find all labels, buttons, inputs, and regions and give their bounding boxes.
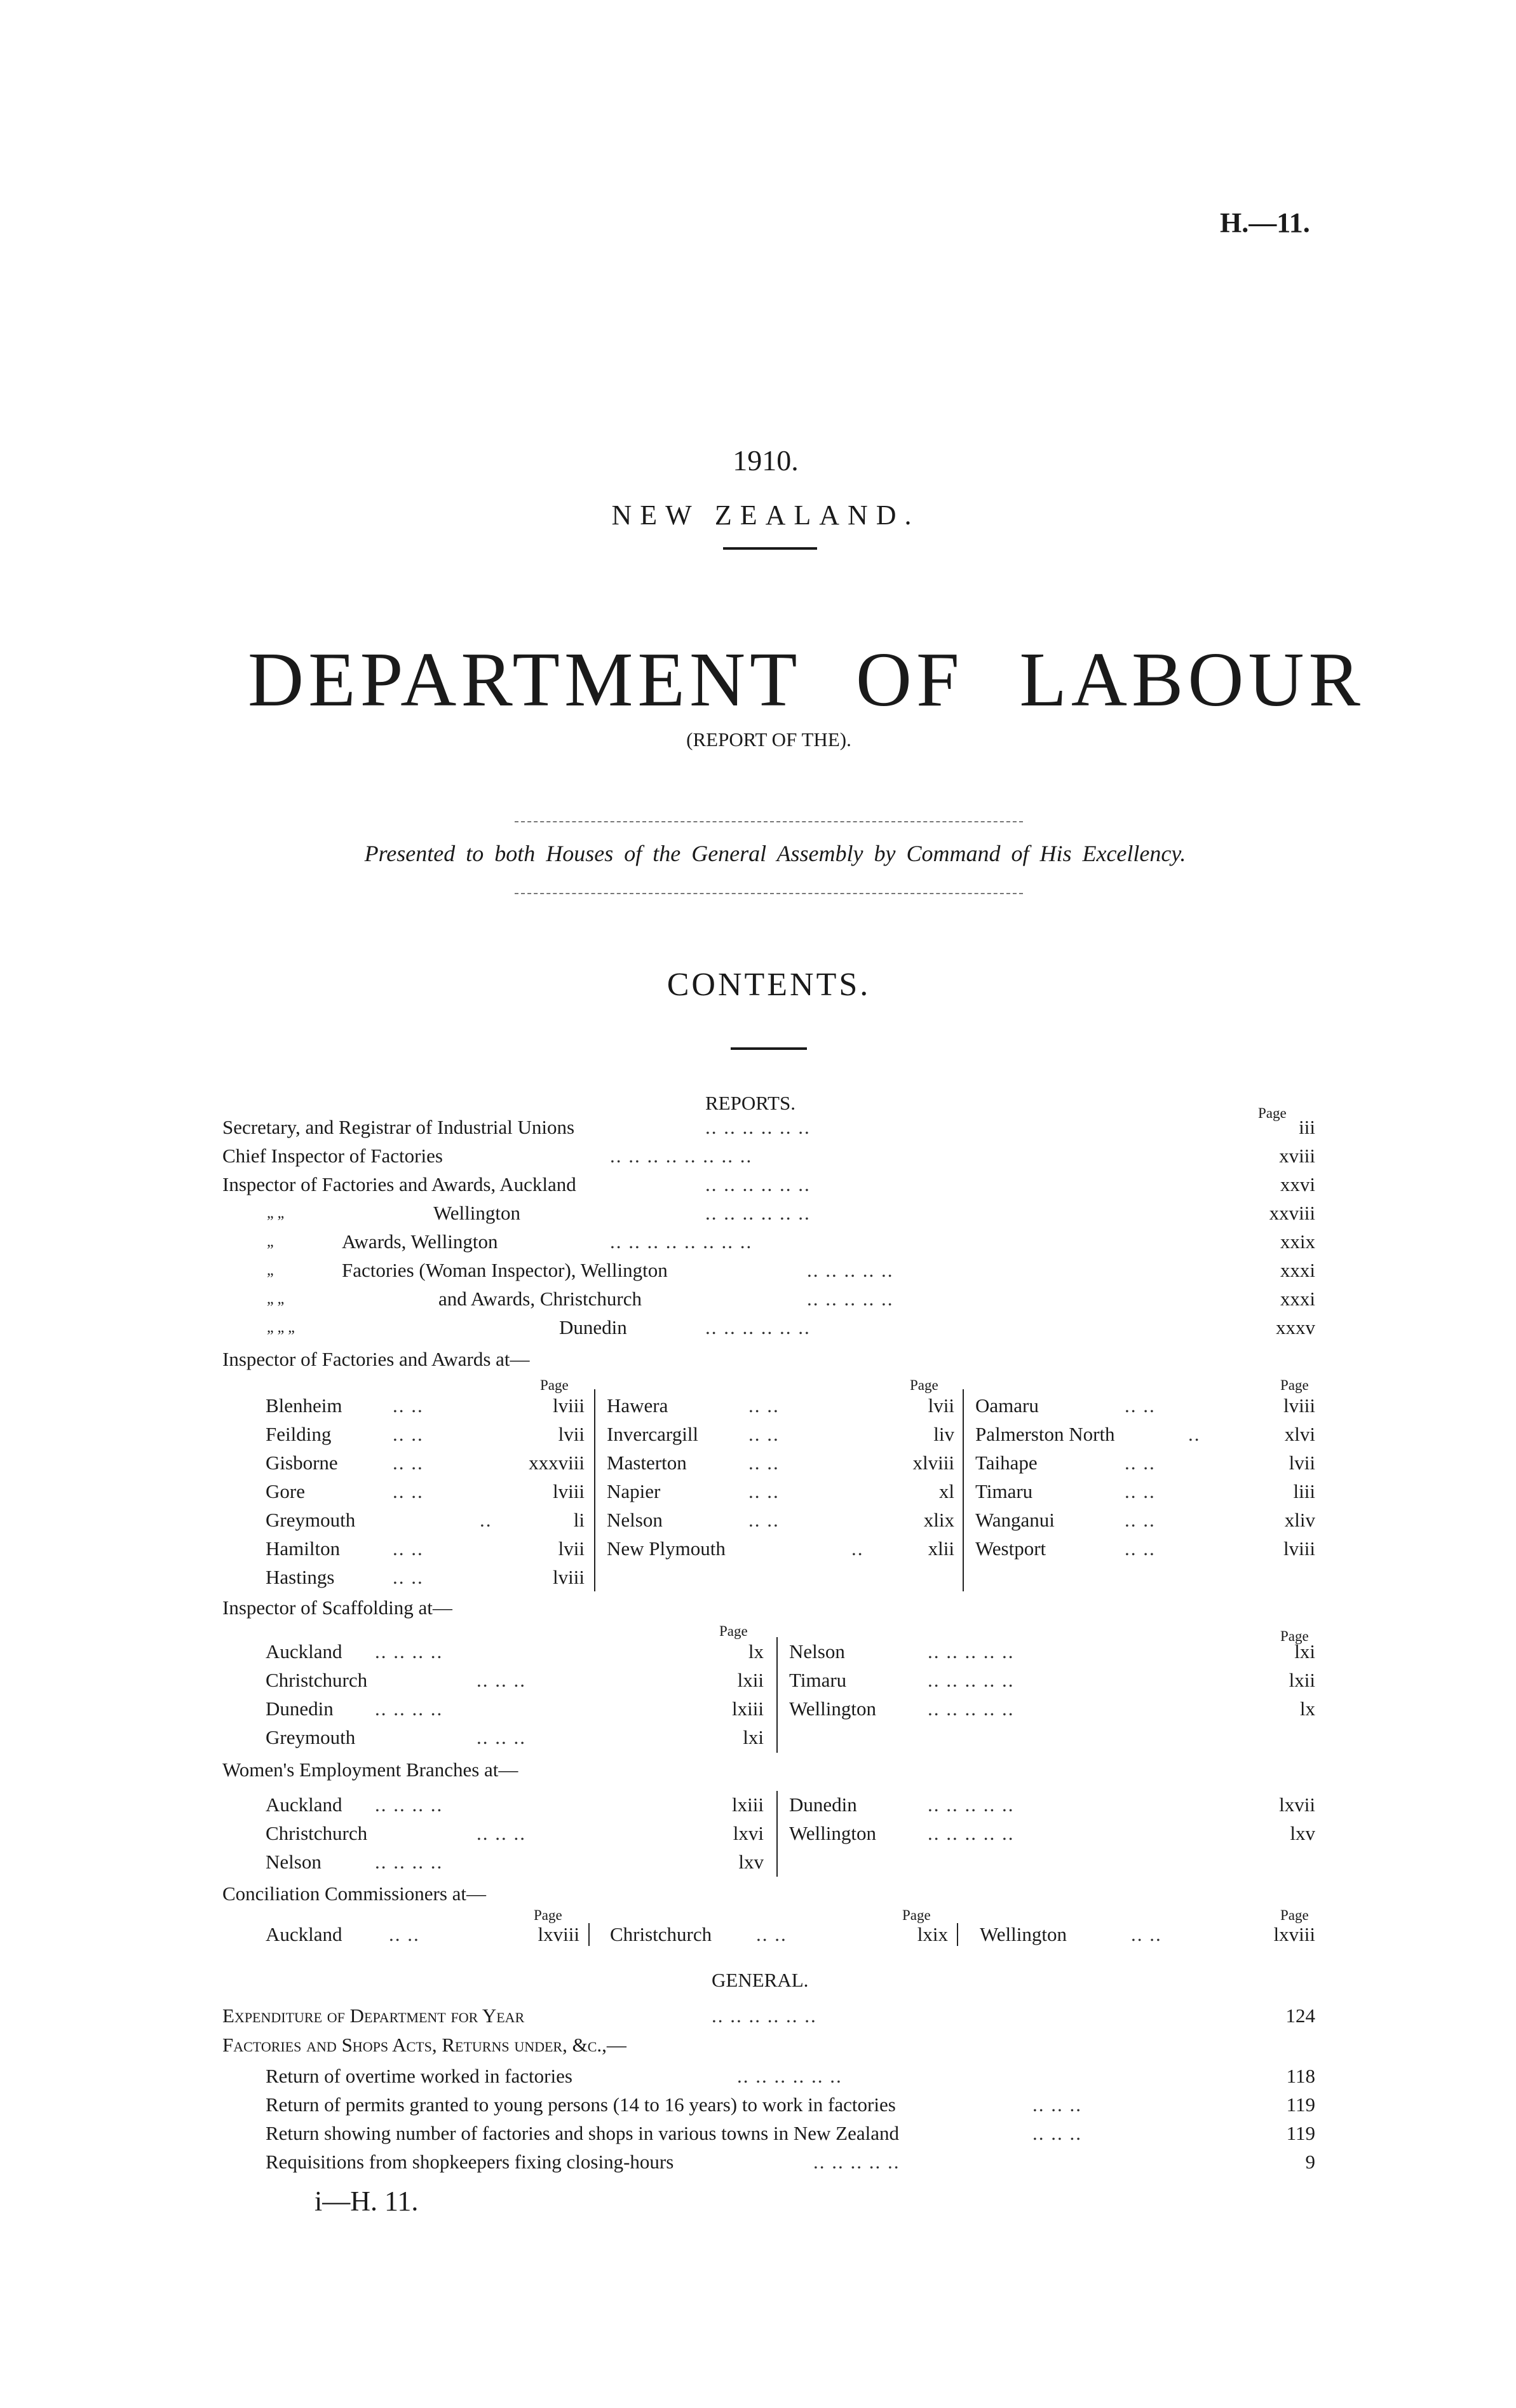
toc-label: Invercargill [607, 1423, 699, 1445]
toc-label: New Plymouth [607, 1537, 726, 1560]
toc-page: lxii [1289, 1669, 1315, 1691]
section-heading: Women's Employment Branches at— [222, 1758, 518, 1781]
leader-dots: .. .. [393, 1537, 424, 1560]
toc-label: Expenditure of Department for Year [222, 2004, 525, 2027]
leader-dots: .. .. [748, 1509, 780, 1531]
toc-label: Wellington [433, 1202, 520, 1224]
toc-label: Awards, Wellington [342, 1230, 498, 1253]
toc-label: Christchurch [610, 1923, 712, 1945]
leader-dots: .. .. .. .. .. .. [705, 1116, 811, 1138]
leader-dots: .. .. [393, 1480, 424, 1502]
toc-row[interactable] [0, 1420, 1516, 1448]
toc-row[interactable] [0, 1142, 1516, 1170]
leader-dots: .. .. [389, 1923, 420, 1945]
divider [723, 547, 817, 550]
toc-row[interactable] [0, 1478, 1516, 1506]
toc-label: Timaru [789, 1669, 847, 1691]
toc-page: li [573, 1509, 585, 1531]
toc-page: xxvi [1280, 1173, 1315, 1195]
leader-dots: .. .. .. .. .. [928, 1669, 1015, 1691]
toc-page: lviii [553, 1394, 585, 1417]
toc-label: Wanganui [975, 1509, 1055, 1531]
leader-dots: .. .. [748, 1423, 780, 1445]
toc-page: lxvi [733, 1822, 764, 1844]
leader-dots: .. .. [1131, 1923, 1162, 1945]
toc-row[interactable] [0, 1535, 1516, 1563]
toc-label: Return of permits granted to young persons (14 to 16 years) to work in factories [266, 2093, 896, 2116]
toc-label: Hamilton [266, 1537, 341, 1560]
leader-dots: .. .. .. .. .. [928, 1697, 1015, 1720]
toc-page: 119 [1286, 2093, 1315, 2116]
toc-label: Dunedin [266, 1697, 334, 1720]
toc-page: xlviii [912, 1452, 954, 1474]
section-heading: Inspector of Factories and Awards at— [222, 1348, 530, 1370]
leader-dots: .. .. .. .. [375, 1640, 443, 1663]
page-column-label: Page [1280, 1377, 1309, 1393]
page-column-label: Page [540, 1377, 569, 1393]
leader-dots: .. .. .. [477, 1822, 526, 1844]
toc-page: xxxv [1276, 1316, 1315, 1338]
section-heading: Inspector of Scaffolding at— [222, 1596, 452, 1619]
leader-dots: .. [851, 1537, 864, 1560]
toc-page: lvii [1289, 1452, 1315, 1474]
toc-row[interactable] [0, 1848, 1516, 1876]
leader-dots: .. .. [393, 1394, 424, 1417]
toc-row[interactable] [0, 1638, 1516, 1666]
country: NEW ZEALAND. [611, 500, 920, 531]
toc-page: lxi [1294, 1640, 1315, 1663]
toc-page: lvii [558, 1537, 585, 1560]
leader-dots: .. .. .. .. .. .. [737, 2065, 843, 2087]
toc-page: xl [938, 1480, 954, 1502]
toc-label: Wellington [789, 1822, 876, 1844]
presented-note: Presented to both Houses of the General Assembly by Command of His Excellency. [364, 841, 1186, 866]
leader-dots: .. .. [756, 1923, 787, 1945]
toc-page: lxviii [1273, 1923, 1315, 1945]
toc-row[interactable] [0, 2002, 1516, 2030]
toc-label: Westport [975, 1537, 1046, 1560]
section-heading: Conciliation Commissioners at— [222, 1882, 487, 1905]
page-column-label: Page [1280, 1628, 1309, 1644]
toc-page: lvii [928, 1394, 954, 1417]
toc-label: Secretary, and Registrar of Industrial Unions [222, 1116, 575, 1138]
toc-label: and Awards, Christchurch [438, 1288, 642, 1310]
leader-dots: .. .. .. .. .. .. .. .. [610, 1230, 753, 1253]
toc-row[interactable] [0, 1563, 1516, 1591]
leader-dots: .. .. .. .. .. .. [705, 1316, 811, 1338]
toc-page: 118 [1286, 2065, 1315, 2087]
toc-label: Gore [266, 1480, 305, 1502]
toc-label: Greymouth [266, 1726, 356, 1748]
leader-dots: .. .. .. .. .. .. .. .. [610, 1145, 753, 1167]
leader-dots: .. .. .. .. .. .. [705, 1173, 811, 1195]
toc-page: xlix [923, 1509, 954, 1531]
toc-page: iii [1299, 1116, 1315, 1138]
leader-dots: .. .. .. .. .. [928, 1793, 1015, 1816]
toc-label: Nelson [607, 1509, 663, 1531]
toc-page: liii [1293, 1480, 1315, 1502]
toc-label: Factories (Woman Inspector), Wellington [342, 1259, 668, 1281]
toc-label: Nelson [789, 1640, 845, 1663]
leader-dots: .. .. .. [477, 1726, 526, 1748]
toc-label: Return of overtime worked in factories [266, 2065, 572, 2087]
general-heading: GENERAL. [712, 1969, 809, 1991]
toc-label: Hawera [607, 1394, 668, 1417]
leader-dots: .. .. .. [1032, 2093, 1082, 2116]
toc-label: Greymouth [266, 1509, 356, 1531]
toc-label: Gisborne [266, 1452, 338, 1474]
toc-label: Return showing number of factories and shops in various towns in New Zealand [266, 2122, 899, 2144]
toc-row[interactable] [0, 2119, 1516, 2147]
ditto-mark: „ [267, 1262, 274, 1279]
leader-dots: .. .. .. .. [375, 1851, 443, 1873]
leader-dots: .. .. .. [1032, 2122, 1082, 2144]
toc-label: Christchurch [266, 1822, 368, 1844]
toc-row[interactable] [0, 1506, 1516, 1534]
toc-page: 119 [1286, 2122, 1315, 2144]
toc-row[interactable] [0, 1256, 1516, 1284]
toc-page: 9 [1305, 2151, 1315, 2173]
leader-dots: .. .. .. [477, 1669, 526, 1691]
toc-label: Chief Inspector of Factories [222, 1145, 443, 1167]
toc-page: lx [748, 1640, 764, 1663]
toc-row[interactable] [0, 1285, 1516, 1313]
leader-dots: .. .. .. .. [375, 1793, 443, 1816]
toc-label: Auckland [266, 1923, 342, 1945]
leader-dots: .. .. .. .. .. [813, 2151, 900, 2173]
toc-label: Taihape [975, 1452, 1038, 1474]
toc-page: lviii [553, 1480, 585, 1502]
leader-dots: .. .. [1125, 1394, 1156, 1417]
toc-row[interactable] [0, 1695, 1516, 1723]
toc-row[interactable] [0, 1314, 1516, 1342]
toc-page: lx [1299, 1697, 1315, 1720]
leader-dots: .. .. [1125, 1509, 1156, 1531]
toc-label: Timaru [975, 1480, 1033, 1502]
page-column-label: Page [902, 1907, 931, 1923]
toc-label: Nelson [266, 1851, 321, 1873]
page-column-label: Page [1280, 1907, 1309, 1923]
leader-dots: .. .. [393, 1452, 424, 1474]
toc-row[interactable] [0, 2148, 1516, 2176]
toc-page: xxxviii [529, 1452, 585, 1474]
divider [515, 821, 1023, 822]
toc-label: Auckland [266, 1793, 342, 1816]
toc-page: lxii [737, 1669, 764, 1691]
ditto-mark: „ [267, 1234, 274, 1250]
page-column-label: Page [534, 1907, 562, 1923]
toc-label: Napier [607, 1480, 661, 1502]
toc-page: lxv [1290, 1822, 1315, 1844]
toc-row[interactable] [0, 2091, 1516, 2119]
toc-label: Wellington [980, 1923, 1067, 1945]
toc-row[interactable] [0, 2062, 1516, 2090]
toc-label: Wellington [789, 1697, 876, 1720]
toc-label: Dunedin [789, 1793, 857, 1816]
toc-row[interactable] [0, 1449, 1516, 1477]
toc-page: xxix [1280, 1230, 1315, 1253]
toc-page: lviii [553, 1566, 585, 1588]
toc-page: lvii [558, 1423, 585, 1445]
leader-dots: .. .. [393, 1566, 424, 1588]
ditto-mark: „ „ [267, 1205, 285, 1221]
divider [731, 1047, 807, 1050]
toc-page: lviii [1283, 1537, 1315, 1560]
leader-dots: .. .. [748, 1452, 780, 1474]
page-column-label: Page [1258, 1105, 1287, 1121]
toc-row[interactable] [0, 1820, 1516, 1847]
leader-dots: .. .. [1125, 1537, 1156, 1560]
toc-page: xlvi [1284, 1423, 1315, 1445]
leader-dots: .. .. [748, 1480, 780, 1502]
reports-heading: REPORTS. [705, 1092, 795, 1114]
ditto-mark: „ „ „ [267, 1319, 295, 1336]
toc-page: xxviii [1269, 1202, 1315, 1224]
toc-page: lxvii [1279, 1793, 1315, 1816]
toc-label: Christchurch [266, 1669, 368, 1691]
page-subtitle: (REPORT OF THE). [686, 728, 851, 751]
toc-label: Masterton [607, 1452, 687, 1474]
toc-label: Palmerston North [975, 1423, 1115, 1445]
leader-dots: .. .. [1125, 1452, 1156, 1474]
toc-label: Requisitions from shopkeepers fixing closing-hours [266, 2151, 674, 2173]
leader-dots: .. .. .. .. [375, 1697, 443, 1720]
toc-row[interactable] [0, 1392, 1516, 1420]
toc-page: lxviii [538, 1923, 579, 1945]
toc-row[interactable] [0, 1199, 1516, 1227]
toc-label: Inspector of Factories and Awards, Auckland [222, 1173, 576, 1195]
toc-label: Dunedin [559, 1316, 627, 1338]
toc-row[interactable] [0, 1171, 1516, 1199]
section-heading: Factories and Shops Acts, Returns under, &c.,— [222, 2034, 626, 2056]
leader-dots: .. .. [393, 1423, 424, 1445]
year: 1910. [733, 444, 799, 477]
ditto-mark: „ „ [267, 1291, 285, 1307]
toc-label: Blenheim [266, 1394, 342, 1417]
toc-page: lxix [917, 1923, 948, 1945]
toc-row[interactable] [0, 1113, 1516, 1141]
toc-page: xliv [1284, 1509, 1315, 1531]
toc-page: lviii [1283, 1394, 1315, 1417]
leader-dots: .. .. .. .. .. [928, 1640, 1015, 1663]
divider [515, 893, 1023, 894]
toc-row[interactable] [0, 1228, 1516, 1256]
page-column-label: Page [910, 1377, 938, 1393]
toc-label: Oamaru [975, 1394, 1039, 1417]
toc-page: lxi [743, 1726, 764, 1748]
toc-page: 124 [1285, 2004, 1315, 2027]
toc-page: liv [933, 1423, 954, 1445]
toc-page: xxxi [1280, 1259, 1315, 1281]
toc-row[interactable] [0, 1791, 1516, 1819]
toc-row[interactable] [0, 1921, 1516, 1949]
toc-label: Hastings [266, 1566, 335, 1588]
toc-page: lxiii [732, 1793, 764, 1816]
document-code: H.—11. [1220, 207, 1310, 238]
toc-page: lxv [738, 1851, 764, 1873]
leader-dots: .. .. .. .. .. [807, 1288, 894, 1310]
page-title: DEPARTMENT OF LABOUR [248, 637, 1365, 723]
leader-dots: .. .. .. .. .. [807, 1259, 894, 1281]
toc-page: lxiii [732, 1697, 764, 1720]
toc-label: Auckland [266, 1640, 342, 1663]
toc-row[interactable] [0, 1666, 1516, 1694]
leader-dots: .. .. [748, 1394, 780, 1417]
leader-dots: .. [480, 1509, 492, 1531]
leader-dots: .. .. [1125, 1480, 1156, 1502]
leader-dots: .. .. .. .. .. .. [712, 2004, 817, 2027]
toc-label: Feilding [266, 1423, 332, 1445]
leader-dots: .. .. .. .. .. [928, 1822, 1015, 1844]
page-column-label: Page [719, 1623, 748, 1639]
toc-page: xxxi [1280, 1288, 1315, 1310]
contents-heading: CONTENTS. [667, 967, 871, 1003]
toc-row[interactable] [0, 1724, 1516, 1752]
toc-page: xviii [1279, 1145, 1315, 1167]
footer-code: i—H. 11. [315, 2186, 419, 2217]
toc-page: xlii [928, 1537, 954, 1560]
leader-dots: .. [1188, 1423, 1201, 1445]
leader-dots: .. .. .. .. .. .. [705, 1202, 811, 1224]
